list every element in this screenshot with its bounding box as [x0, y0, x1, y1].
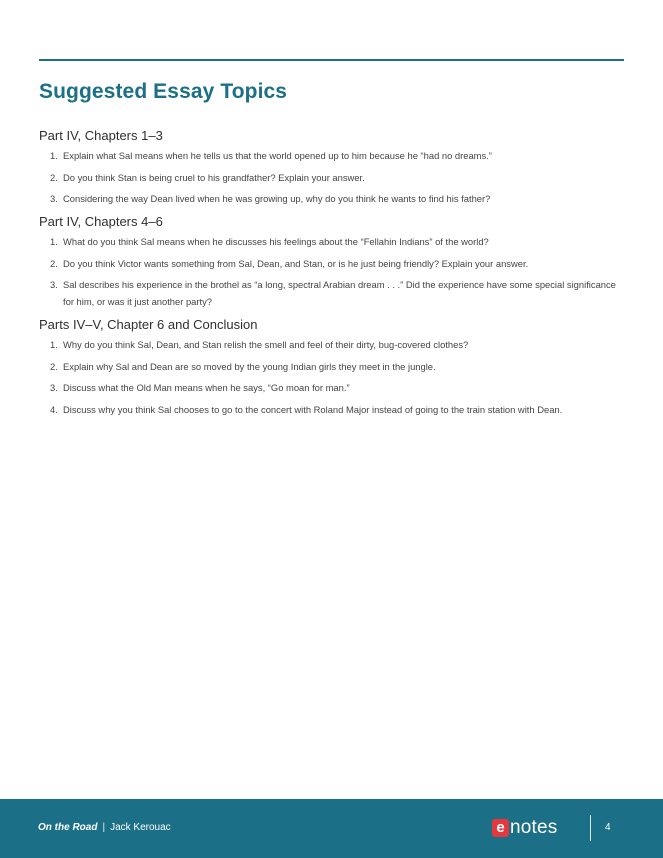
topic-item [39, 379, 624, 396]
topic-number: 4. [50, 403, 58, 415]
section [39, 214, 624, 310]
topic-item [39, 336, 624, 353]
author-name: Jack Kerouac [110, 822, 171, 833]
topic-list [39, 336, 624, 418]
section [39, 128, 624, 207]
section-heading: Part IV, Chapters 1–3 [39, 128, 163, 143]
topic-text: Do you think Stan is being cruel to his grandfather? Explain your answer. [63, 171, 365, 183]
page-title: Suggested Essay Topics [39, 80, 288, 103]
topic-text: Why do you think Sal, Dean, and Stan relish the smell and feel of their dirty, bug-covered clothes? [63, 339, 469, 350]
page-number: 4 [605, 822, 611, 833]
topic-item [39, 276, 624, 310]
topic-list [39, 147, 624, 207]
topic-number: 3. [50, 279, 58, 290]
topic-text: Explain what Sal means when he tells us that the world opened up to him because he “had no dreams.” [63, 150, 492, 161]
topic-text: Sal describes his experience in the brothel as “a long, spectral Arabian dream . . .” Did the experience have some special significance for him, or was it just another party? [63, 279, 616, 307]
topic-number: 1. [50, 339, 58, 350]
footer-divider [590, 815, 591, 841]
topic-number: 3. [50, 193, 58, 204]
enotes-logo-mark: e [492, 819, 509, 837]
topic-number: 2. [50, 360, 58, 372]
topic-item [39, 233, 624, 250]
topic-item [39, 147, 624, 164]
section [39, 317, 624, 418]
topic-item [39, 190, 624, 207]
topic-text: What do you think Sal means when he discusses his feelings about the “Fellahin Indians” of the world? [63, 236, 489, 247]
topic-number: 2. [50, 171, 58, 183]
topic-text: Do you think Victor wants something from Sal, Dean, and Stan, or is he just being friendly? Explain your answer. [63, 257, 529, 269]
topic-number: 1. [50, 236, 58, 247]
enotes-logo [492, 817, 557, 839]
section-heading: Part IV, Chapters 4–6 [39, 214, 163, 229]
enotes-logo-wordmark: notes [510, 817, 558, 838]
page-footer [0, 799, 663, 858]
section-heading: Parts IV–V, Chapter 6 and Conclusion [39, 317, 258, 332]
book-title: On the Road [38, 822, 98, 833]
topic-number: 2. [50, 257, 58, 269]
topic-text: Considering the way Dean lived when he was growing up, why do you think he wants to find his father? [63, 193, 491, 204]
header-rule [39, 59, 624, 61]
topic-text: Discuss why you think Sal chooses to go to the concert with Roland Major instead of going to the train station with Dean. [63, 403, 563, 415]
topic-item [39, 255, 624, 272]
footer-credit [38, 822, 171, 833]
topic-list [39, 233, 624, 310]
topic-number: 1. [50, 150, 58, 161]
topic-text: Explain why Sal and Dean are so moved by the young Indian girls they meet in the jungle. [63, 360, 436, 372]
topic-number: 3. [50, 382, 58, 393]
essay-topics [39, 128, 624, 425]
topic-item [39, 401, 624, 418]
topic-text: Discuss what the Old Man means when he says, “Go moan for man.” [63, 382, 350, 393]
footer-separator: | [102, 822, 106, 833]
topic-item [39, 169, 624, 186]
topic-item [39, 358, 624, 375]
